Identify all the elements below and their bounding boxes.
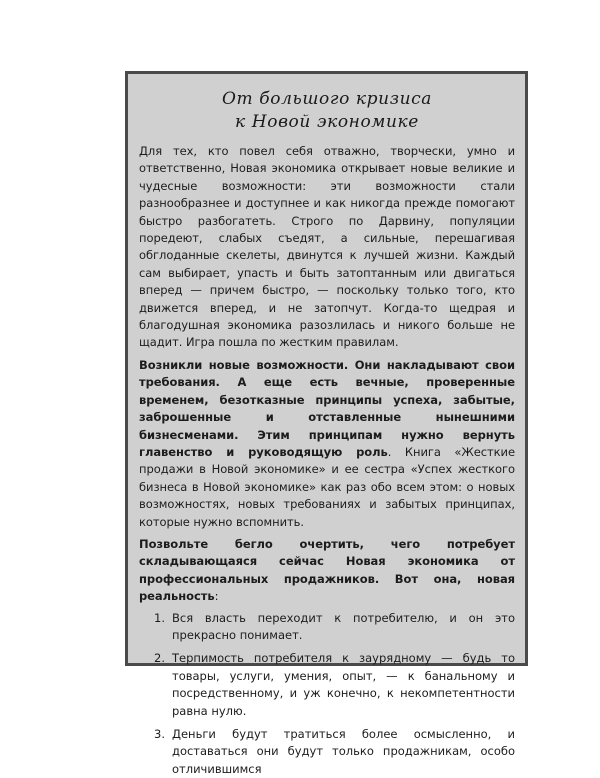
paragraph-2 — [139, 357, 515, 531]
list-item-number: 2. — [154, 651, 165, 666]
paragraph-2-rest: . Книга «Жесткие продажи в Новой экономике» и ее сестра «Успех жесткого бизнеса в Новой экономике» как раз обо всем этом: о новых возможностях, новых требованиях и забытых принципах, которые нужно вспомнить. — [139, 444, 515, 529]
paragraph-3-bold: Позвольте бегло очертить, чего потребует складывающаяся сейчас Новая экономика от профессиональных продажников. Вот она, новая реальность — [139, 536, 515, 604]
list-item-number: 1. — [154, 610, 165, 625]
list-item — [139, 650, 515, 720]
box-title — [139, 88, 515, 134]
paragraph-2-bold: Возникли новые возможности. Они накладывают свои требования. А еще есть вечные, проверенные временем, безотказные принципы успеха, забытые, заброшенные и отставленные нынешними бизнесменами. Этим принципам нужно вернуть главенство и руководящую роль — [139, 357, 515, 459]
list-item — [139, 726, 515, 778]
list-item-text: Терпимость потребителя к заурядному — будь то товары, услуги, умения, опыт, — к банальному и посредственному, и уж конечно, к некомпетентности равна нулю. — [172, 651, 515, 718]
list-item-text: Деньги будут тратиться более осмысленно, и доставаться они будут только продажникам, особо отличившимся — [172, 727, 515, 776]
paragraph-3-rest: : — [214, 589, 219, 604]
box-title-line-2: к Новой экономике — [235, 112, 419, 132]
paragraph-3 — [139, 536, 515, 606]
list-item-number: 3. — [154, 727, 165, 741]
list-item-text: Вся власть переходит к потребителю, и он это прекрасно понимает. — [172, 610, 515, 642]
box-title-line-1: От большого кризиса — [222, 89, 432, 109]
sidebar-box — [125, 71, 528, 776]
paragraph-1: Для тех, кто повел себя отважно, творчески, умно и ответственно, Новая экономика открывает новые великие и чудесные возможности: эти возможности стали разнообразнее и доступнее и как никогда прежде помогают быстро разбогатеть. Строго по Дарвину, популяции поредеют, слабых съедят, а сильные, перешагивая обглоданные скелеты, двинутся к лучшей жизни. Каждый сам выбирает, упасть и быть затоптанным или двигаться вперед — причем быстро, — поскольку только того, кто движется вперед, и не затопчут. Когда-то щедрая и благодушная экономика разозлилась и никого больше не щадит. Игра пошла по жестким правилам. — [139, 144, 515, 350]
list-item — [139, 610, 515, 645]
numbered-list — [139, 610, 515, 778]
